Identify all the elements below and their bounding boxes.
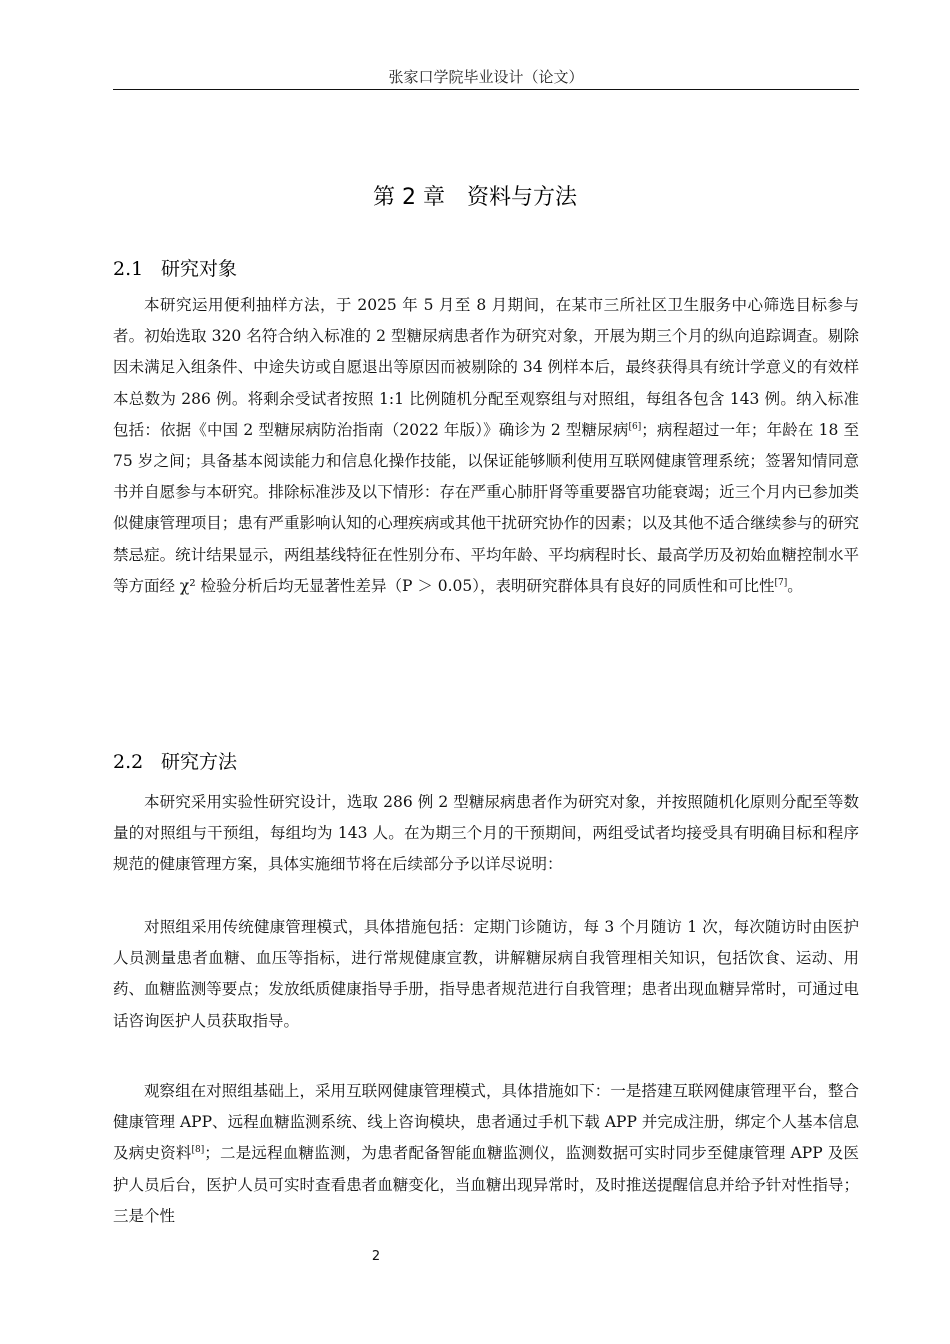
page-number: 2: [371, 1249, 381, 1264]
section-title: 研究对象: [161, 258, 238, 280]
paragraph-text: 观察组在对照组基础上，采用互联网健康管理模式，具体措施如下：一是搭建互联网健康管理平台，整合健康管理 APP、远程血糖监测系统、线上咨询模块，患者通过手机下载 APP 并完成注册，绑定个人基本信息及病史资料: [113, 1082, 859, 1163]
section-heading-2-1: [113, 254, 237, 281]
citation: [8]: [191, 1145, 205, 1156]
paragraph-text: ；病程超过一年；年龄在 18 至 75 岁之间；具备基本阅读能力和信息化操作技能，以保证能够顺利使用互联网健康管理系统；签署知情同意书并自愿参与本研究。排除标准涉及以下情形：存在严重心肺肝肾等重要器官功能衰竭；近三个月内已参加类似健康管理项目；患有严重影响认知的心理疾病或其他干扰研究协作的因素；以及其他不适合继续参与的研究禁忌症。统计结果显示，两组基线特征在性别分布、平均年龄、平均病程时长、最高学历及初始血糖控制水平等方面经 χ² 检验分析后均无显著性差异（P ＞ 0.05），表明研究群体具有良好的同质性和可比性: [113, 420, 859, 595]
header-rule: [113, 89, 859, 90]
paragraph-text: 。: [787, 576, 803, 595]
paragraph-control-group: 对照组采用传统健康管理模式，具体措施包括：定期门诊随访，每 3 个月随访 1 次，每次随访时由医护人员测量患者血糖、血压等指标，进行常规健康宣教，讲解糖尿病自我管理相关知识，包括饮食、运动、用药、血糖监测等要点；发放纸质健康指导手册，指导患者规范进行自我管理；患者出现血糖异常时，可通过电话咨询医护人员获取指导。: [113, 918, 859, 1030]
running-header: 张家口学院毕业设计（论文）: [388, 68, 584, 86]
section-heading-2-2: [113, 747, 237, 774]
section-number: 2.1: [113, 258, 144, 280]
paragraph-text: 本研究运用便利抽样方法，于 2025 年 5 月至 8 月期间，在某市三所社区卫生服务中心筛选目标参与者。初始选取 320 名符合纳入标准的 2 型糖尿病患者作为研究对象，开展为期三个月的纵向追踪调查。剔除因未满足入组条件、中途失访或自愿退出等原因而被剔除的 34 例样本后，最终获得具有统计学意义的有效样本总数为 286 例。将剩余受试者按照 1:1 比例随机分配至观察组与对照组，每组各包含 143 例。纳入标准包括：依据《中国 2 型糖尿病防治指南（2022 年版）》确诊为 2 型糖尿病: [113, 296, 859, 439]
paragraph-observation-group: [113, 1076, 859, 1232]
citation: [6]: [628, 421, 642, 432]
citation: [7]: [774, 577, 788, 588]
chapter-title: 第 2 章 资料与方法: [373, 185, 577, 210]
section-title: 研究方法: [161, 751, 238, 773]
paragraph-research-subjects: [113, 290, 859, 602]
section-number: 2.2: [113, 751, 144, 773]
paragraph-text: ；二是远程血糖监测，为患者配备智能血糖监测仪，监测数据可实时同步至健康管理 APP 及医护人员后台，医护人员可实时查看患者血糖变化，当血糖出现异常时，及时推送提醒信息并给予针对性指导；三是个性: [113, 1144, 859, 1225]
paragraph-method-design: 本研究采用实验性研究设计，选取 286 例 2 型糖尿病患者作为研究对象，并按照随机化原则分配至等数量的对照组与干预组，每组均为 143 人。在为期三个月的干预期间，两组受试者均接受具有明确目标和程序规范的健康管理方案，具体实施细节将在后续部分予以详尽说明：: [113, 793, 859, 874]
